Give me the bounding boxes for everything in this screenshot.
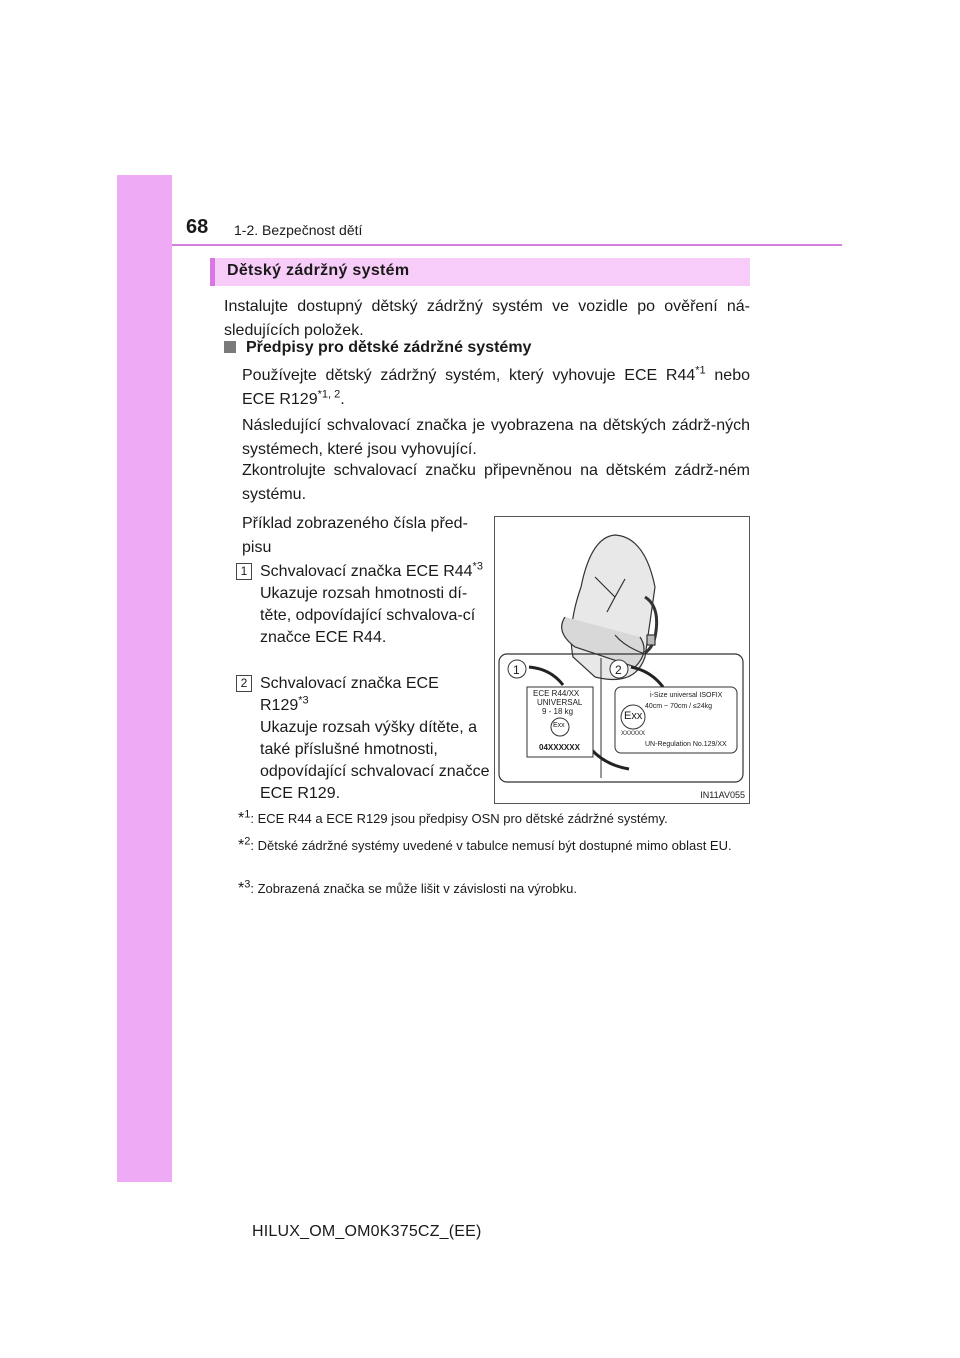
- footnote-1-number: 1: [244, 808, 251, 821]
- callout-1-description: Ukazuje rozsah hmotnosti dí-těte, odpovídající schvalova-cí značce ECE R44.: [260, 585, 476, 646]
- label2-line5: UN-Regulation No.129/XX: [645, 741, 727, 748]
- footnote-1-text: : ECE R44 a ECE R129 jsou předpisy OSN pro dětské zádržné systémy.: [250, 811, 668, 826]
- label2-line3: Exx: [624, 710, 643, 722]
- label2-line4: XXXXXX: [621, 731, 646, 737]
- callout-1-title: Schvalovací značka ECE R44: [260, 563, 473, 580]
- callout-1-superscript: *3: [472, 560, 483, 573]
- p1-text-b: nebo ECE R129: [242, 367, 750, 408]
- footnote-3-text: : Zobrazená značka se může lišit v závislosti na výrobku.: [250, 881, 577, 896]
- footnote-3-number: 3: [244, 878, 251, 891]
- label1-line3: 9 - 18 kg: [542, 707, 574, 716]
- subsection-heading: [224, 339, 531, 357]
- header-divider: [172, 244, 842, 246]
- callout-2: [260, 673, 490, 805]
- footnote-2-mark: *: [238, 837, 245, 854]
- footnote-1-mark: *: [238, 810, 245, 827]
- footnote-2-text: : Dětské zádržné systémy uvedené v tabulce nemusí být dostupné mimo oblast EU.: [250, 838, 732, 853]
- callout-2-superscript: *3: [298, 694, 309, 707]
- callout-2-title: Schvalovací značka ECE R129: [260, 675, 439, 714]
- callout-2-description: Ukazuje rozsah výšky dítěte, a také příslušné hmotnosti, odpovídající schvalovací značce ECE R129.: [260, 719, 490, 802]
- intro-paragraph: Instalujte dostupný dětský zádržný systém ve vozidle po ověření ná-sledujících položek.: [224, 298, 750, 339]
- section-reference: 1-2. Bezpečnost dětí: [234, 222, 363, 238]
- child-seat-figure: [494, 516, 750, 804]
- paragraph-regulations: [242, 364, 750, 412]
- footnote-1: [238, 809, 750, 828]
- footnote-3: [238, 879, 750, 898]
- p1-superscript-2: *1, 2: [317, 388, 341, 401]
- callout-number-1: 1: [236, 563, 252, 580]
- paragraph-approval-mark: Následující schvalovací značka je vyobrazena na dětských zádrž-ných systémech, které jsou vyhovující.: [242, 417, 750, 458]
- footnote-3-mark: *: [238, 880, 245, 897]
- label1-line1: ECE R44/XX: [533, 689, 580, 698]
- callout-number-2: 2: [236, 675, 252, 692]
- section-title: Dětský zádržný systém: [227, 262, 410, 279]
- section-title-box: [210, 258, 750, 286]
- label2-line2: 40cm ~ 70cm / ≤24kg: [645, 703, 713, 710]
- paragraph-check-mark: Zkontrolujte schvalovací značku připevněnou na dětském zádrž-ném systému.: [242, 462, 750, 503]
- label1-line4: Exx: [553, 722, 565, 729]
- subsection-title: Předpisy pro dětské zádržné systémy: [246, 339, 532, 356]
- callout-1: [260, 561, 490, 649]
- figure-number-1: 1: [513, 663, 520, 677]
- label2-line1: i-Size universal ISOFIX: [650, 692, 723, 699]
- square-bullet-icon: [224, 341, 236, 353]
- child-seat-icon: [562, 535, 657, 680]
- example-label: Příklad zobrazeného čísla před-pisu: [242, 515, 468, 556]
- footnote-2: [238, 836, 750, 855]
- label1-line2: UNIVERSAL: [537, 698, 583, 707]
- label1-line5: 04XXXXXX: [539, 743, 580, 752]
- p1-text-a: Používejte dětský zádržný systém, který vyhovuje ECE R44: [242, 367, 696, 384]
- figure-code: IN11AV055: [700, 790, 745, 800]
- chapter-side-band: [117, 175, 172, 1182]
- figure-number-2: 2: [615, 663, 622, 677]
- p1-text-c: .: [340, 391, 345, 408]
- document-footer: HILUX_OM_OM0K375CZ_(EE): [252, 1223, 482, 1240]
- child-seat-illustration: [495, 517, 749, 803]
- footnote-2-number: 2: [244, 835, 251, 848]
- p1-superscript-1: *1: [695, 364, 706, 377]
- page-number: 68: [186, 216, 209, 238]
